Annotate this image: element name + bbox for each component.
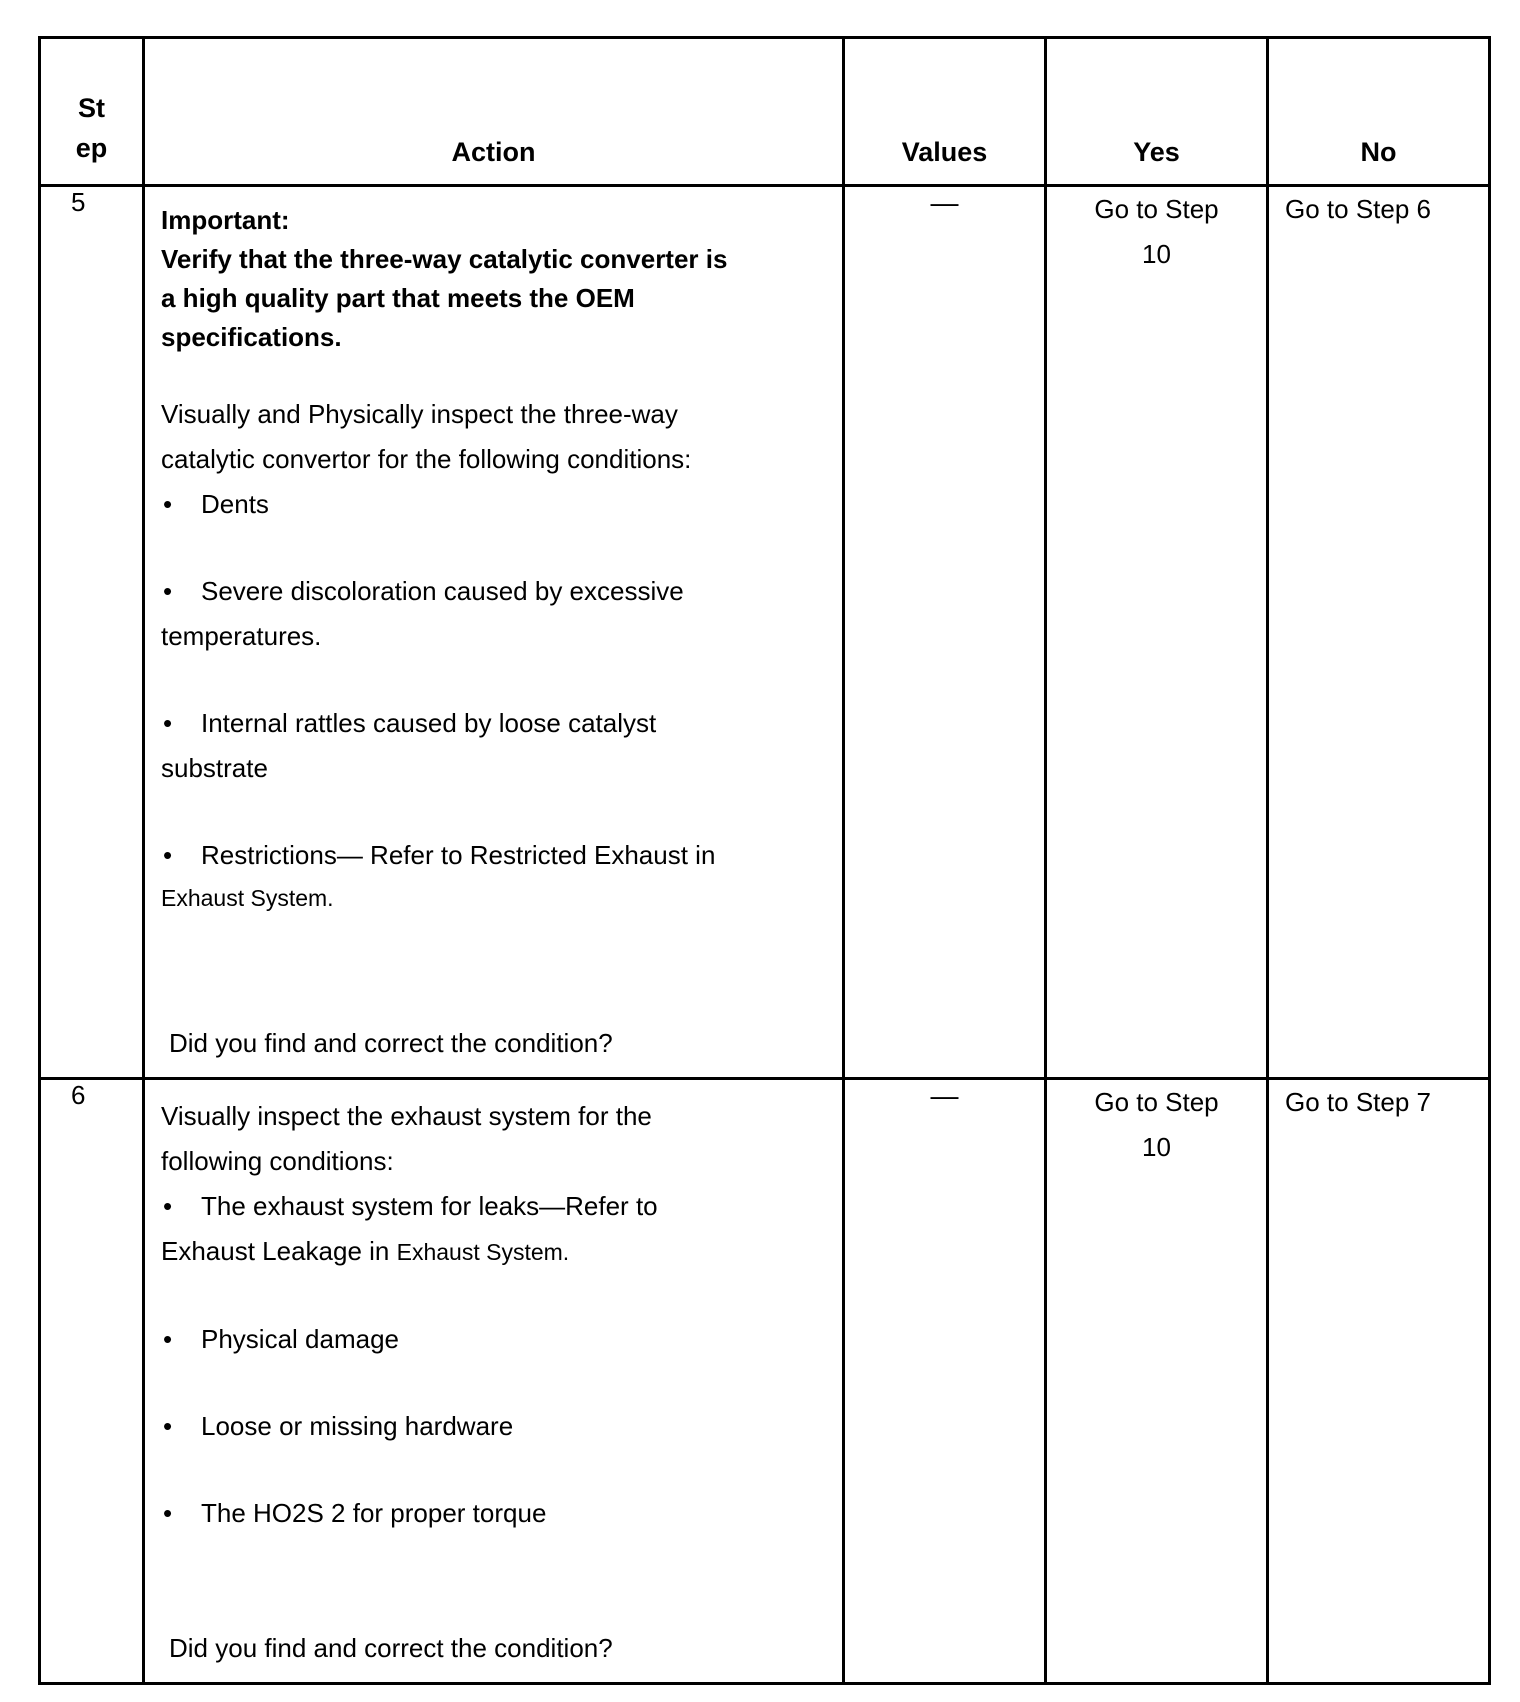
yes-text-line2: 10 bbox=[1142, 239, 1171, 269]
step-number: 5 bbox=[71, 187, 86, 217]
header-step-line2: ep bbox=[75, 133, 108, 163]
bullet-icon: • bbox=[163, 708, 173, 738]
no-text: Go to Step 7 bbox=[1285, 1087, 1431, 1117]
no-text: Go to Step 6 bbox=[1285, 194, 1431, 224]
list-item: • Restrictions— Refer to Restricted Exhaust in bbox=[161, 833, 826, 878]
list-item-continuation: temperatures. bbox=[161, 621, 322, 651]
bullet-icon: • bbox=[163, 1191, 173, 1221]
yes-text-line1: Go to Step bbox=[1094, 194, 1219, 224]
no-cell bbox=[1268, 186, 1490, 1079]
values-cell bbox=[844, 1079, 1046, 1684]
table-row bbox=[40, 186, 1490, 1079]
yes-cell bbox=[1046, 186, 1268, 1079]
intro-line: Visually inspect the exhaust system for the bbox=[161, 1101, 652, 1131]
list-item: • The exhaust system for leaks—Refer to bbox=[161, 1184, 826, 1229]
action-cell bbox=[144, 186, 844, 1079]
step-number: 6 bbox=[71, 1080, 86, 1110]
bullet-icon: • bbox=[163, 1498, 173, 1528]
values-dash: — bbox=[930, 187, 959, 218]
important-label: Important: bbox=[161, 205, 290, 235]
no-cell bbox=[1268, 1079, 1490, 1684]
bullet-icon: • bbox=[163, 1324, 173, 1354]
bullet-icon: • bbox=[163, 840, 173, 870]
header-step-line1: St bbox=[78, 93, 105, 123]
list-item-continuation: substrate bbox=[161, 753, 268, 783]
intro-line: catalytic convertor for the following conditions: bbox=[161, 444, 692, 474]
header-action: Action bbox=[144, 38, 844, 186]
bullet-icon: • bbox=[163, 576, 173, 606]
action-cell bbox=[144, 1079, 844, 1684]
list-item: • Loose or missing hardware bbox=[161, 1404, 826, 1449]
yes-text-line1: Go to Step bbox=[1094, 1087, 1219, 1117]
header-no: No bbox=[1268, 38, 1490, 186]
question-text: Did you find and correct the condition? bbox=[169, 1633, 613, 1663]
values-cell bbox=[844, 186, 1046, 1079]
step-cell bbox=[40, 186, 144, 1079]
list-item-continuation: Exhaust Leakage in Exhaust System. bbox=[161, 1236, 570, 1266]
yes-cell bbox=[1046, 1079, 1268, 1684]
bullet-icon: • bbox=[163, 1411, 173, 1441]
diagnostic-table bbox=[38, 36, 1491, 1685]
list-item: • Severe discoloration caused by excessive bbox=[161, 569, 826, 614]
header-step bbox=[40, 38, 144, 186]
list-item: • The HO2S 2 for proper torque bbox=[161, 1491, 826, 1536]
question-text: Did you find and correct the condition? bbox=[169, 1028, 613, 1058]
list-item: • Internal rattles caused by loose catalyst bbox=[161, 701, 826, 746]
list-item-continuation: Exhaust System. bbox=[161, 885, 334, 911]
important-text: Verify that the three-way catalytic converter is a high quality part that meets the OEM specifications. bbox=[161, 244, 728, 352]
bullet-icon: • bbox=[163, 489, 173, 519]
yes-text-line2: 10 bbox=[1142, 1132, 1171, 1162]
list-item: • Physical damage bbox=[161, 1317, 826, 1362]
intro-line: Visually and Physically inspect the three-way bbox=[161, 399, 678, 429]
step-cell bbox=[40, 1079, 144, 1684]
table-row bbox=[40, 1079, 1490, 1684]
header-row bbox=[40, 38, 1490, 186]
header-values: Values bbox=[844, 38, 1046, 186]
intro-line: following conditions: bbox=[161, 1146, 394, 1176]
values-dash: — bbox=[930, 1080, 959, 1111]
header-yes: Yes bbox=[1046, 38, 1268, 186]
list-item: • Dents bbox=[161, 482, 826, 527]
